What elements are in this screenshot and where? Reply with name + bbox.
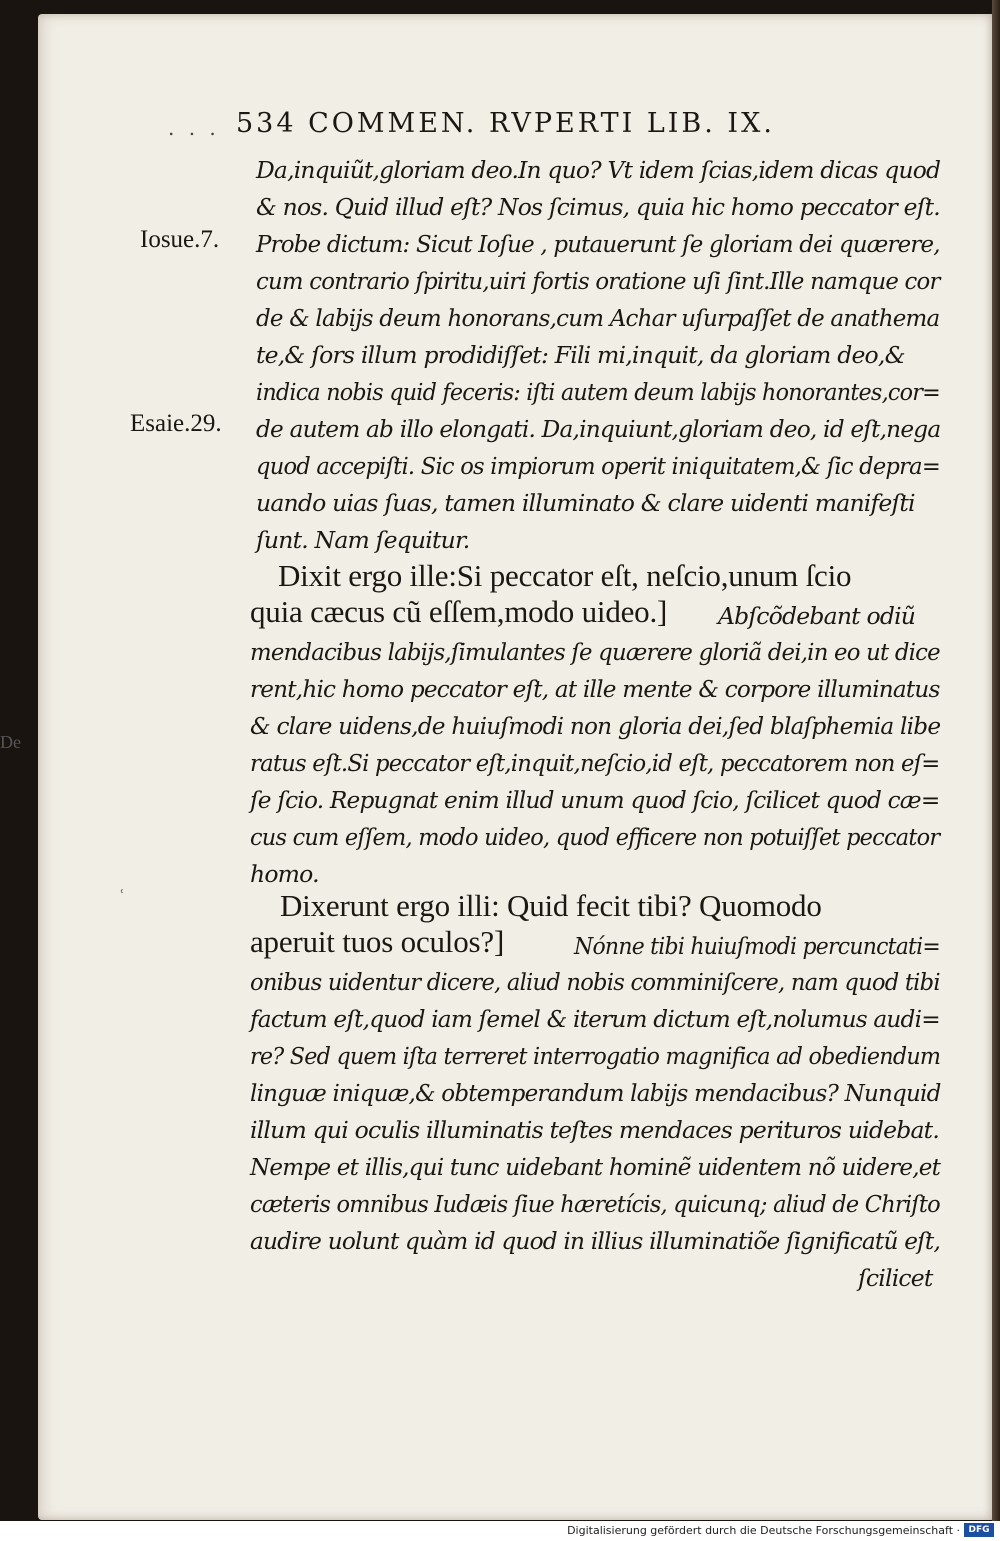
text-line: de autem ab illo elongati. Da,inquiunt,gloriam deo, id eſt,nega	[256, 415, 941, 443]
stray-mark: ʿ	[120, 888, 125, 904]
dfg-logo: DFG	[964, 1523, 994, 1537]
text-line: quod accepiſti. Sic os impiorum operit iniquitatem,& ſic depra=	[256, 452, 940, 480]
lemma-line: quia cæcus cũ eſſem,modo uideo.]	[250, 594, 668, 629]
text-line: linguæ iniquæ,& obtemperandum labijs mendacibus? Nunquid	[250, 1079, 941, 1107]
text-line: re? Sed quem iſta terreret interrogatio magnifica ad obediendum	[250, 1042, 941, 1070]
text-line: cus cum eſſem, modo uideo, quod efficere non potuiſſet peccator	[250, 823, 940, 851]
text-line: & nos. Quid illud eſt? Nos ſcimus, quia hic homo peccator eſt.	[256, 193, 940, 221]
text-line: cum contrario ſpiritu,uiri fortis oratione uſi ſint.Ille namque cor	[256, 267, 940, 295]
text-line: ſe ſcio. Repugnat enim illud unum quod ſcio, ſcilicet quod cæ=	[250, 786, 940, 814]
running-head: 534 COMMEN. RVPERTI LIB. IX.	[236, 108, 775, 139]
lemma-line: aperuit tuos oculos?]	[250, 924, 505, 959]
catchword: ſcilicet	[858, 1264, 933, 1292]
lemma-line: Dixerunt ergo illi: Quid fecit tibi? Quomodo	[280, 888, 822, 923]
text-line: illum qui oculis illuminatis teſtes mendaces perituros uidebat.	[250, 1116, 939, 1144]
text-line: audire uolunt quàm id quod in illius illuminatiõe ſignificatũ eſt,	[250, 1227, 941, 1255]
book-spine	[992, 0, 1000, 1521]
text-line: onibus uidentur dicere, aliud nobis comminiſcere, nam quod tibi	[250, 968, 940, 996]
text-line: Abſcõdebant odiũ	[718, 602, 916, 630]
text-line: & clare uidens,de huiuſmodi non gloria dei,ſed blaſphemia libe	[250, 712, 941, 740]
text-line: ſunt. Nam ſequitur.	[256, 526, 470, 554]
text-line: rent,hic homo peccator eſt, at ille mente & corpore illuminatus	[250, 675, 940, 703]
margin-note: Esaie.29.	[130, 410, 222, 437]
text-line: de & labijs deum honorans,cum Achar uſurpaſſet de anathema	[256, 304, 940, 332]
margin-note: Iosue.7.	[140, 226, 220, 253]
edge-mark: De	[0, 732, 21, 752]
footer	[0, 1521, 1000, 1541]
text-line: factum eſt,quod iam ſemel & iterum dictum eſt,nolumus audi=	[250, 1005, 940, 1033]
text-line: te,& ſors illum prodidiſſet: Fili mi,inquit, da gloriam deo,&	[256, 341, 905, 369]
footer-credit: Digitalisierung gefördert durch die Deutsche Forschungsgemeinschaft ·	[567, 1524, 960, 1537]
ornament-dots: . . .	[168, 116, 220, 140]
text-line: ratus eſt.Si peccator eſt,inquit,neſcio,id eſt, peccatorem non eſ=	[250, 749, 940, 777]
text-line: cæteris omnibus Iudæis ſiue hæretícis, quicunq; aliud de Chriſto	[250, 1190, 940, 1218]
text-line: mendacibus labijs,ſimulantes ſe quærere gloriã dei,in eo ut dice	[250, 638, 940, 666]
text-line: Nempe et illis,qui tunc uidebant hominẽ uidentem nõ uidere,et	[250, 1153, 941, 1181]
text-line: indica nobis quid feceris: iſti autem deum labijs honorantes,cor=	[256, 378, 940, 406]
text-line: Da,inquiũt,gloriam deo.In quo? Vt idem ſcias,idem dicas quod	[256, 156, 941, 184]
text-line: Probe dictum: Sicut Ioſue , putauerunt ſe gloriam dei quærere,	[256, 230, 940, 258]
lemma-line: Dixit ergo ille:Si peccator eſt, neſcio,unum ſcio	[278, 558, 852, 593]
text-line: Nónne tibi huiuſmodi percunctati=	[574, 932, 941, 960]
text-line: homo.	[250, 860, 319, 888]
text-line: uando uias ſuas, tamen illuminato & clare uidenti manifeſti	[256, 489, 915, 517]
